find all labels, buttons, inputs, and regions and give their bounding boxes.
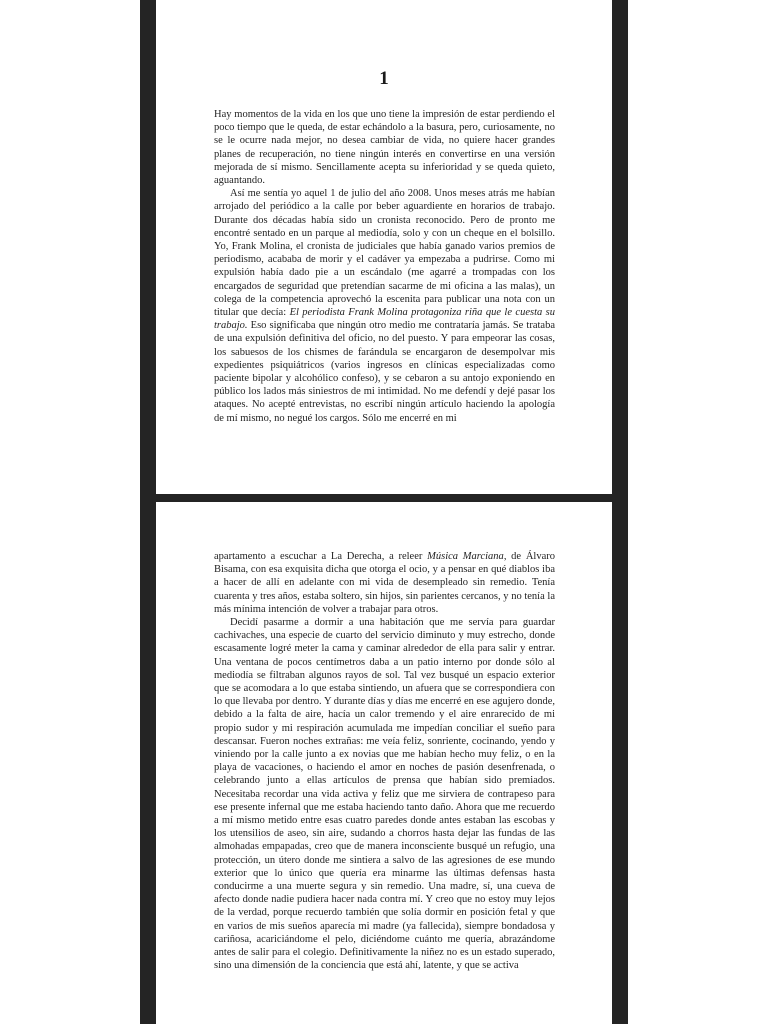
paragraph bbox=[214, 550, 555, 616]
book-title: Música Marciana bbox=[427, 551, 504, 562]
paragraph bbox=[214, 108, 555, 187]
paragraph bbox=[214, 187, 555, 425]
chapter-number: 1 bbox=[379, 68, 389, 89]
newspaper-headline: El periodista Frank Molina protagoniza riña que le cuesta su trabajo. bbox=[214, 307, 555, 332]
paragraph-text: Eso significaba que ningún otro medio me contrataría jamás. Se trataba de una expulsión definitiva del oficio, no del puesto. Y para empeorar las cosas, los sabuesos de los chismes de farándula se encargaron de desempolvar mis expedientes psiquiátricos (varios ingresos en clínicas especializadas como paciente bipolar y alcohólico confeso), y se cebaron a su antojo exponiendo en público los lados más siniestros de mi intimidad. No me defendí y dejé pasar los ataques. No acepté entrevistas, no escribí ningún artículo haciendo la apología de mí mismo, no negué los cargos. Sólo me encerré en mi bbox=[214, 320, 555, 424]
paragraph-text: , de Álvaro Bisama, con esa exquisita dicha que otorga el ocio, y a pensar en qué diablos iba a hacer de allí en adelante con mi vida de desempleado sin remedio. Tenía cuarenta y tres años, estaba soltero, sin hijos, sin parientes cercanos, y no tenía la más mínima intención de volver a trabajar para otros. bbox=[214, 551, 555, 615]
paragraph-text: apartamento a escuchar a La Derecha, a releer bbox=[214, 551, 428, 562]
document-page-2 bbox=[156, 502, 612, 1024]
document-page-1 bbox=[156, 0, 612, 494]
paragraph-text: Así me sentía yo aquel 1 de julio del año 2008. Unos meses atrás me habían arrojado del periódico a la calle por beber aguardiente en horarios de trabajo. Durante dos décadas había sido un cronista reconocido. Pero de pronto me encontré sentado en un parque al mediodía, solo y con un cheque en el bolsillo. Yo, Frank Molina, el cronista de judiciales que había ganado varios premios de periodismo, acababa de morir y el cadáver ya empezaba a pudrirse. Como mi expulsión había dado pie a un escándalo (me agarré a trompadas con los encargados de seguridad que pretendían sacarme de mi oficina a las malas), un colega de la competencia aprovechó la escenita para publicar una nota con un titular que decía: bbox=[214, 188, 555, 319]
paragraph-text: Hay momentos de la vida en los que uno tiene la impresión de estar perdiendo el poco tiempo que le queda, de estar echándolo a la basura, pero, curiosamente, no se le ocurre nada mejor, no desea cambiar de vida, no quiere hacer grandes planes de recuperación, no tiene ningún interés en convertirse en una versión mejorada de sí mismo. Sencillamente acepta su inferioridad y se queda quieto, aguantando. bbox=[214, 109, 555, 187]
page-2-text bbox=[214, 550, 555, 973]
page-1-text bbox=[214, 108, 555, 425]
paragraph bbox=[214, 616, 555, 972]
paragraph-text: Decidí pasarme a dormir a una habitación que me servía para guardar cachivaches, una especie de cuarto del servicio diminuto y muy estrecho, donde escasamente logré meter la cama y caminar alrededor de ella para salir y entrar. Una ventana de pocos centímetros daba a un patio interno por donde sólo al mediodía se filtraban algunos rayos de sol. Tal vez busqué un espacio exterior que se acomodara a lo que estaba sintiendo, un afuera que se correspondiera con lo que llevaba por dentro. Y durante días y días me encerré en ese agujero donde, debido a la falta de aire, hacía un calor tremendo y el aire enrarecido de mi propio sudor y mi respiración acumulada me impedían conciliar el sueño para descansar. Fueron noches extrañas: me veía feliz, sonriente, cocinando, yendo y viniendo por la calle junto a ex novias que me habían hecho muy feliz, o en la playa de vacaciones, o haciendo el amor en noches de pasión desenfrenada, o celebrando junto a ellas artículos de prensa que habían sido premiados. Necesitaba recordar una vida activa y feliz que me sirviera de contrapeso para ese presente infernal que me estaba haciendo tanto daño. Ahora que me recuerdo a mí mismo metido entre esas cuatro paredes donde antes estaban las escobas y los utensilios de aseo, sin aire, sudando a chorros hasta dejar las fundas de las almohadas empapadas, creo que de manera inconsciente busqué un refugio, una protección, un útero donde me sintiera a salvo de las agresiones de ese mundo exterior que lo único que quería era minarme las últimas defensas hasta conducirme a una muerte segura y sin remedio. Una madre, sí, una cueva de afecto donde nadie pudiera hacer nada contra mí. Y creo que no estoy muy lejos de la verdad, porque recuerdo también que solía dormir en posición fetal y que en varios de mis sueños aparecía mi madre (ya fallecida), siempre bondadosa y cariñosa, acariciándome el pelo, diciéndome cuánto me quería, abrazándome antes de salir para el colegio. Definitivamente la niñez no es un estado superado, sino una dimensión de la conciencia que está ahí, latente, y que se activa bbox=[214, 617, 555, 972]
